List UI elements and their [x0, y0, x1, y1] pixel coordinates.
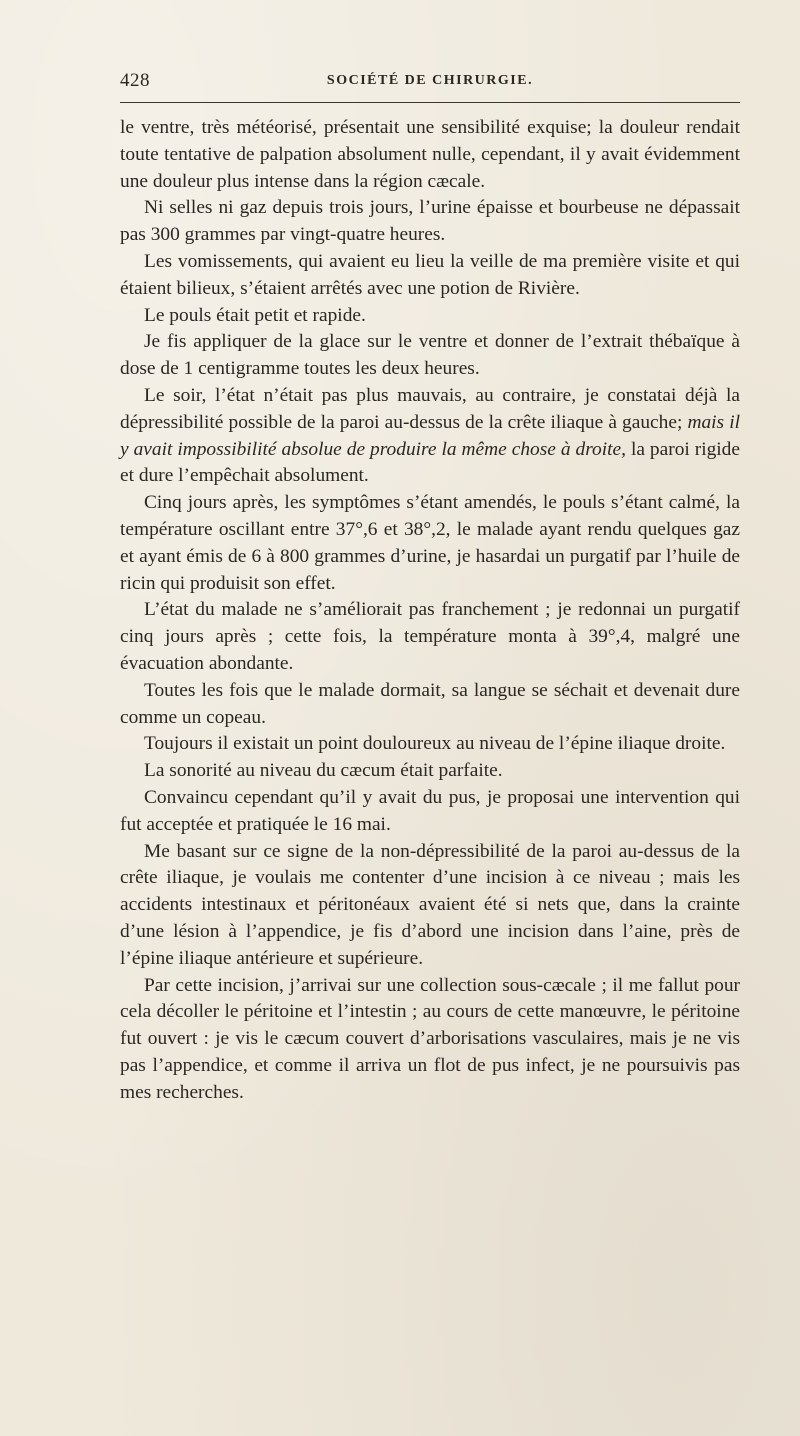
text-run: Le soir, l’état n’était pas plus mauvais, au contraire, je constatai déjà la dépressibilité possible de la paroi au-dessus de la crête iliaque à gauche;: [120, 384, 740, 433]
paragraph: le ventre, très météorisé, présentait une sensibilité exquise; la douleur rendait toute tentative de palpation absolument nulle, cependant, il y avait évidemment une douleur plus intense dans la région cæcale.: [120, 117, 740, 192]
body-text: [120, 115, 740, 1106]
paragraph: La sonorité au niveau du cæcum était parfaite.: [144, 760, 503, 782]
paragraph: L’état du malade ne s’améliorait pas franchement ; je redonnai un purgatif cinq jours après ; cette fois, la température monta à 39°,4, malgré une évacuation abondante.: [120, 599, 740, 674]
paragraph: Toutes les fois que le malade dormait, sa langue se séchait et devenait dure comme un copeau.: [120, 679, 740, 728]
running-title: SOCIÉTÉ DE CHIRURGIE.: [326, 73, 534, 88]
paragraph: Toujours il existait un point douloureux au niveau de l’épine iliaque droite.: [144, 733, 726, 755]
paragraph: Par cette incision, j’arrivai sur une collection sous-cæcale ; il me fallut pour cela décoller le péritoine et l’intestin ; au cours de cette manœuvre, le péritoine fut ouvert : je vis le cæcum couvert d’arborisations vasculaires, mais je ne vis pas l’appendice, et comme il arriva un flot de pus infect, je ne poursuivis pas mes recherches.: [120, 974, 740, 1103]
italic-emphasis: mais il y avait impossibilité absolue de produire la même chose à droite,: [120, 411, 740, 460]
paragraph: Les vomissements, qui avaient eu lieu la veille de ma première visite et qui étaient bilieux, s’étaient arrêtés avec une potion de Rivière.: [120, 250, 740, 299]
paragraph: Cinq jours après, les symptômes s’étant amendés, le pouls s’étant calmé, la température oscillant entre 37°,6 et 38°,2, le malade ayant rendu quelques gaz et ayant émis de 6 à 800 grammes d’urine, je hasardai un purgatif par l’huile de ricin qui produisit son effet.: [120, 492, 740, 594]
text-run: la paroi rigide et dure l’empêchait absolument.: [120, 438, 740, 487]
paragraph: Je fis appliquer de la glace sur le ventre et donner de l’extrait thébaïque à dose de 1 centigramme toutes les deux heures.: [120, 331, 740, 380]
paragraph: Me basant sur ce signe de la non-dépressibilité de la paroi au-dessus de la crête iliaque, je voulais me contenter d’une incision à ce niveau ; mais les accidents intestinaux et péritonéaux avaient été si nets que, dans la crainte d’une lésion à l’appendice, je fis d’abord une incision dans l’aine, près de l’épine iliaque antérieure et supérieure.: [120, 840, 740, 969]
paragraph: Le pouls était petit et rapide.: [144, 304, 366, 326]
paragraph: [120, 383, 740, 490]
paragraph: Ni selles ni gaz depuis trois jours, l’urine épaisse et bourbeuse ne dépassait pas 300 grammes par vingt-quatre heures.: [120, 197, 740, 246]
header-rule: [120, 102, 740, 103]
page-number: 428: [120, 70, 150, 91]
paragraph: Convaincu cependant qu’il y avait du pus, je proposai une intervention qui fut acceptée et pratiquée le 16 mai.: [120, 786, 740, 835]
running-header: [120, 70, 740, 98]
